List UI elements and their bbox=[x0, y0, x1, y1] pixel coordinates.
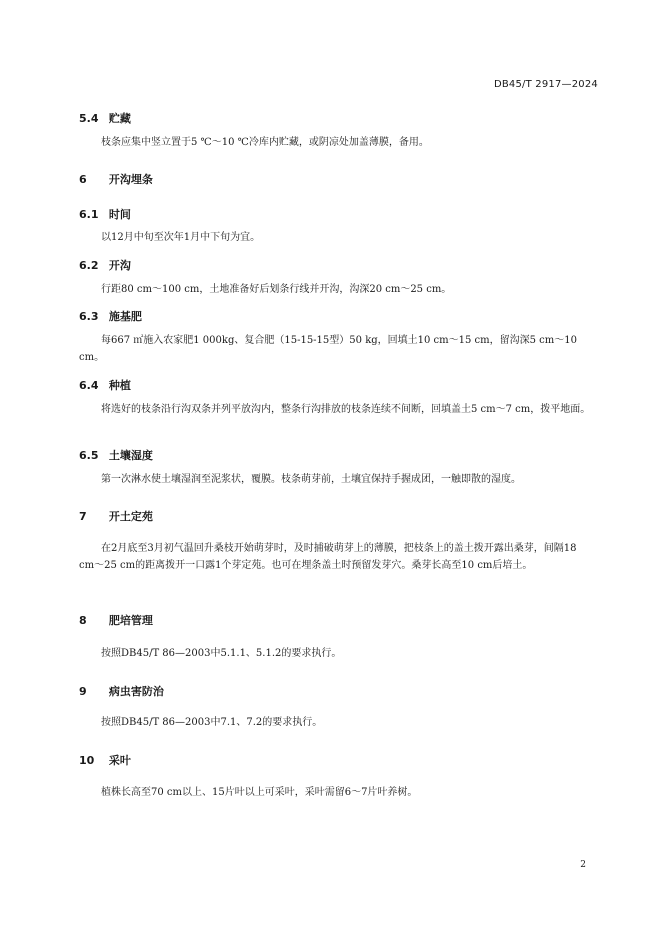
section-number: 6.2 bbox=[79, 259, 99, 272]
paragraph-trenching: 行距80 cm～100 cm，土地准备好后划条行线并开沟，沟深20 cm～25 cm。 bbox=[101, 284, 452, 295]
paragraph-timing: 以12月中旬至次年1月中下旬为宜。 bbox=[101, 232, 261, 243]
section-number: 8 bbox=[79, 614, 87, 627]
section-number: 9 bbox=[79, 685, 87, 698]
section-title: 开沟埋条 bbox=[108, 173, 153, 186]
section-number: 5.4 bbox=[79, 112, 99, 125]
section-heading-6-3 bbox=[79, 308, 142, 324]
section-title: 施基肥 bbox=[108, 310, 142, 323]
section-title: 贮藏 bbox=[108, 112, 131, 125]
paragraph-base-fertilizer: 每667 ㎡施入农家肥1 000kg、复合肥（15-15-15型）50 kg，回填土10 cm～15 cm，留沟深5 cm～10 cm。 bbox=[79, 335, 577, 363]
section-number: 6.4 bbox=[79, 379, 99, 392]
document-code: DB45/T 2917—2024 bbox=[493, 79, 598, 90]
section-heading-6 bbox=[79, 171, 153, 187]
section-title: 开土定苑 bbox=[108, 510, 153, 523]
paragraph-planting: 将选好的枝条沿行沟双条并列平放沟内，整条行沟排放的枝条连续不间断，回填盖土5 cm～7 cm，拨平地面。 bbox=[101, 404, 591, 415]
section-title: 土壤湿度 bbox=[108, 449, 153, 462]
page-number: 2 bbox=[580, 860, 586, 870]
paragraph-soil-moisture: 第一次淋水使土壤湿润至泥浆状，覆膜。枝条萌芽前，土壤宜保持手握成团，一触即散的湿度。 bbox=[101, 474, 521, 485]
paragraph-leaf-harvest: 植株长高至70 cm以上、15片叶以上可采叶，采叶需留6～7片叶养树。 bbox=[101, 787, 418, 798]
section-heading-6-4 bbox=[79, 377, 131, 393]
section-heading-8 bbox=[79, 612, 153, 628]
section-number: 6.3 bbox=[79, 310, 99, 323]
section-heading-6-1 bbox=[79, 206, 131, 222]
paragraph-storage: 枝条应集中竖立置于5 ℃～10 ℃冷库内贮藏，或阴凉处加盖薄膜，备用。 bbox=[101, 137, 429, 148]
section-title: 时间 bbox=[108, 208, 131, 221]
section-title: 病虫害防治 bbox=[108, 685, 164, 698]
section-heading-5-4 bbox=[79, 110, 131, 126]
section-title: 肥培管理 bbox=[108, 614, 153, 627]
section-number: 10 bbox=[79, 754, 95, 767]
section-number: 6.1 bbox=[79, 208, 99, 221]
paragraph-pest-control: 按照DB45/T 86—2003中7.1、7.2的要求执行。 bbox=[101, 717, 323, 728]
section-number: 7 bbox=[79, 510, 87, 523]
section-title: 采叶 bbox=[108, 754, 131, 767]
section-heading-6-5 bbox=[79, 447, 153, 463]
section-heading-10 bbox=[79, 752, 131, 768]
section-title: 开沟 bbox=[108, 259, 131, 272]
paragraph-uncover-seedlings: 在2月底至3月初气温回升桑枝开始萌芽时，及时捕破萌芽上的薄膜，把枝条上的盖土拨开露出桑芽，间隔18 cm～25 cm的距离拨开一口露1个芽定苑。也可在埋条盖土时预留发芽穴。桑芽长高至10 cm后培土。 bbox=[79, 543, 577, 571]
section-heading-7 bbox=[79, 508, 153, 524]
section-number: 6 bbox=[79, 173, 87, 186]
paragraph-fertilization: 按照DB45/T 86—2003中5.1.1、5.1.2的要求执行。 bbox=[101, 648, 342, 659]
section-heading-6-2 bbox=[79, 257, 131, 273]
section-heading-9 bbox=[79, 683, 164, 699]
section-title: 种植 bbox=[108, 379, 131, 392]
section-number: 6.5 bbox=[79, 449, 99, 462]
